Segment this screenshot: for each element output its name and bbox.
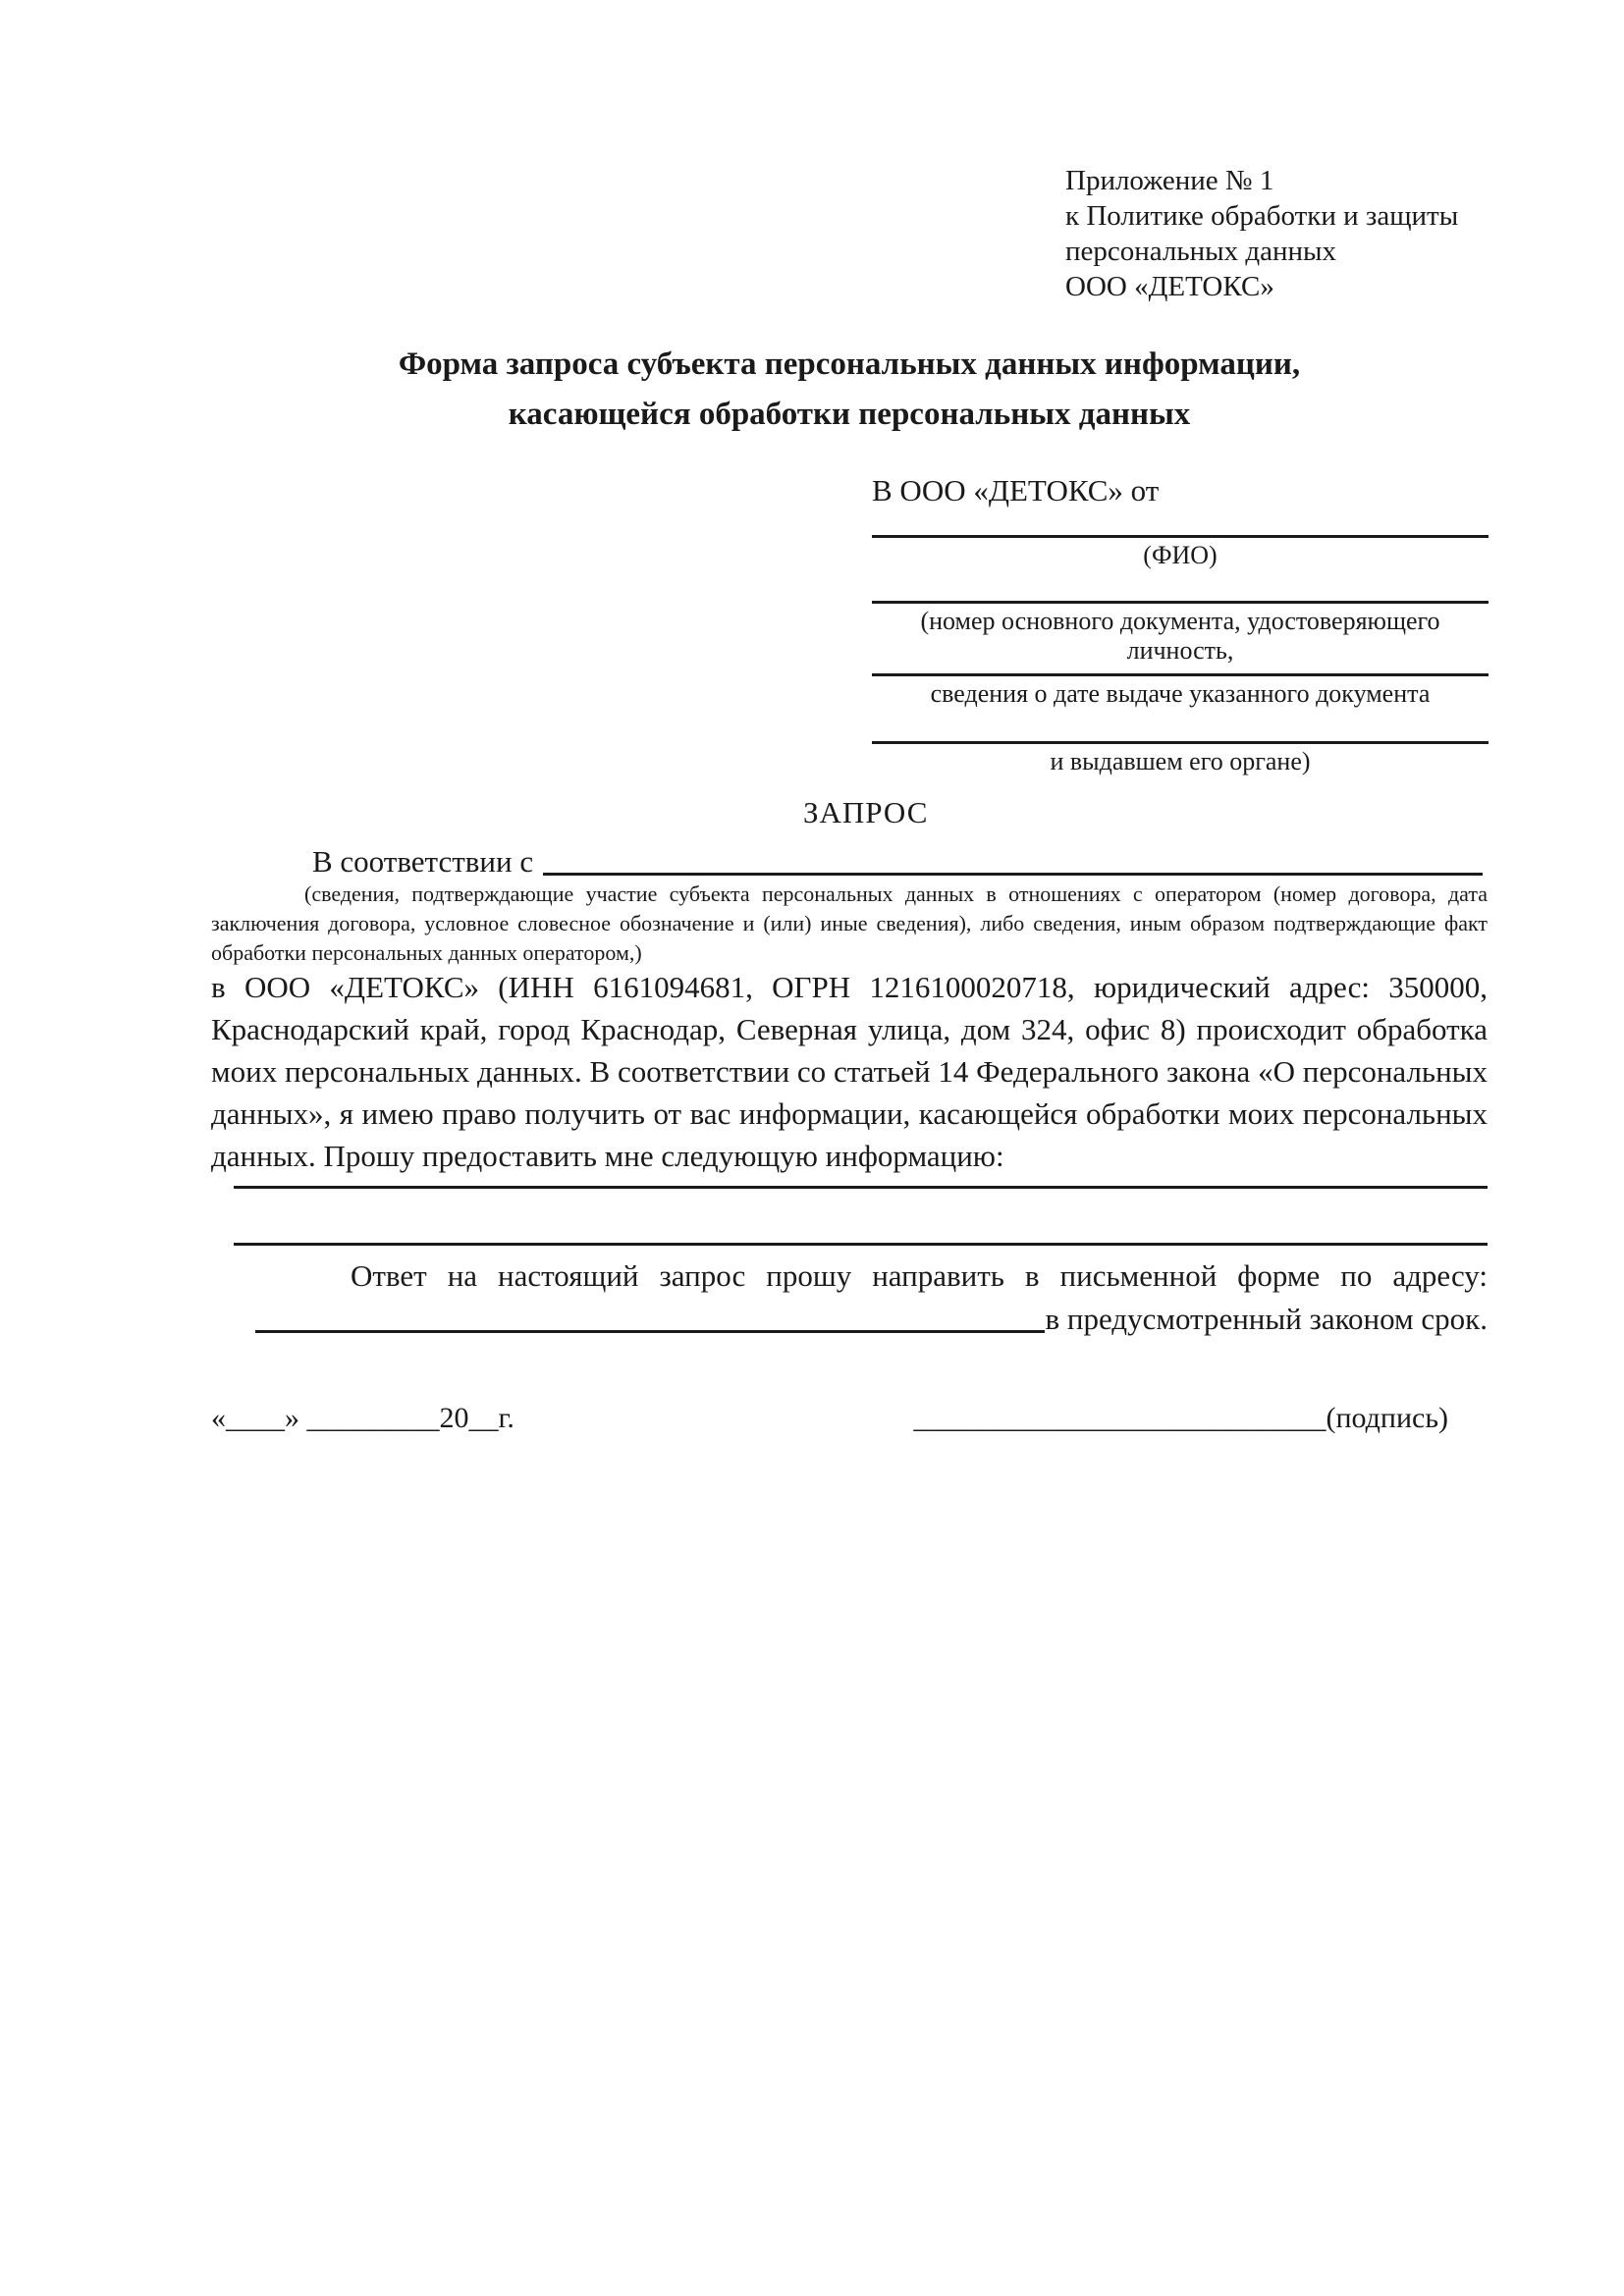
addressee-line: В ООО «ДЕТОКС» от — [872, 473, 1160, 507]
request-heading: ЗАПРОС — [803, 795, 929, 829]
fio-blank-line — [872, 535, 1489, 538]
document-number-blank-line — [872, 601, 1489, 604]
accordance-label: В соответствии с — [312, 844, 534, 879]
signature-block — [913, 1402, 1448, 1435]
document-number-caption: (номер основного документа, удостоверяющего личность, — [920, 607, 1440, 665]
fio-caption: (ФИО) — [1143, 541, 1218, 569]
request-body-paragraph: в ООО «ДЕТОКС» (ИНН 6161094681, ОГРН 1216100020718, юридический адрес: 350000, Краснодарский край, город Краснодар, Северная улица, дом 324, офис 8) происходит обработка моих персональных данных. В соответствии со статьей 14 Федерального закона «О персональных данных», я имею право получить от вас информации, касающейся обработки моих персональных данных. Прошу предоставить мне следующую информацию: — [211, 970, 1488, 1173]
issuing-authority-caption: и выдавшем его органе) — [1050, 747, 1311, 775]
date-signature-row — [211, 1402, 1488, 1435]
issue-date-blank-line — [872, 673, 1489, 676]
accordance-blank-line — [543, 873, 1483, 876]
appendix-number: Приложение № 1 — [1065, 165, 1274, 196]
issuing-authority-blank-line — [872, 741, 1489, 744]
requested-info-blank-line-2 — [234, 1243, 1488, 1246]
document-title-line-2: касающейся обработки персональных данных — [508, 397, 1191, 432]
issue-date-caption: сведения о дате выдаче указанного документа — [930, 679, 1431, 708]
address-blank-line — [255, 1330, 1045, 1333]
company-name: ООО «ДЕТОКС» — [1065, 271, 1274, 302]
policy-reference-line: к Политике обработки и защиты — [1065, 200, 1459, 232]
date-blank: «____» _________20__г. — [211, 1402, 514, 1434]
appendix-header — [1065, 163, 1458, 304]
signature-caption: (подпись) — [1326, 1402, 1448, 1434]
reply-deadline-text: в предусмотренный законом срок. — [1045, 1302, 1488, 1336]
accordance-annotation: (сведения, подтверждающие участие субъекта персональных данных в отношениях с оператором (номер договора, дата заключения договора, условное словесное обозначение и (или) иные сведения), либо сведения, иным образом подтверждающие факт обработки персональных данных оператором,) — [211, 881, 1488, 965]
reply-address-sentence: Ответ на настоящий запрос прошу направить в письменной форме по адресу: — [351, 1258, 1488, 1293]
signature-blank-line: ____________________________ — [913, 1402, 1326, 1434]
policy-reference-line-2: персональных данных — [1065, 236, 1337, 267]
requested-info-blank-line-1 — [234, 1186, 1488, 1189]
document-title-line-1: Форма запроса субъекта персональных данных информации, — [398, 347, 1301, 382]
document-title — [295, 340, 1404, 440]
reply-deadline-row — [211, 1296, 1488, 1337]
accordance-row — [211, 840, 1483, 880]
